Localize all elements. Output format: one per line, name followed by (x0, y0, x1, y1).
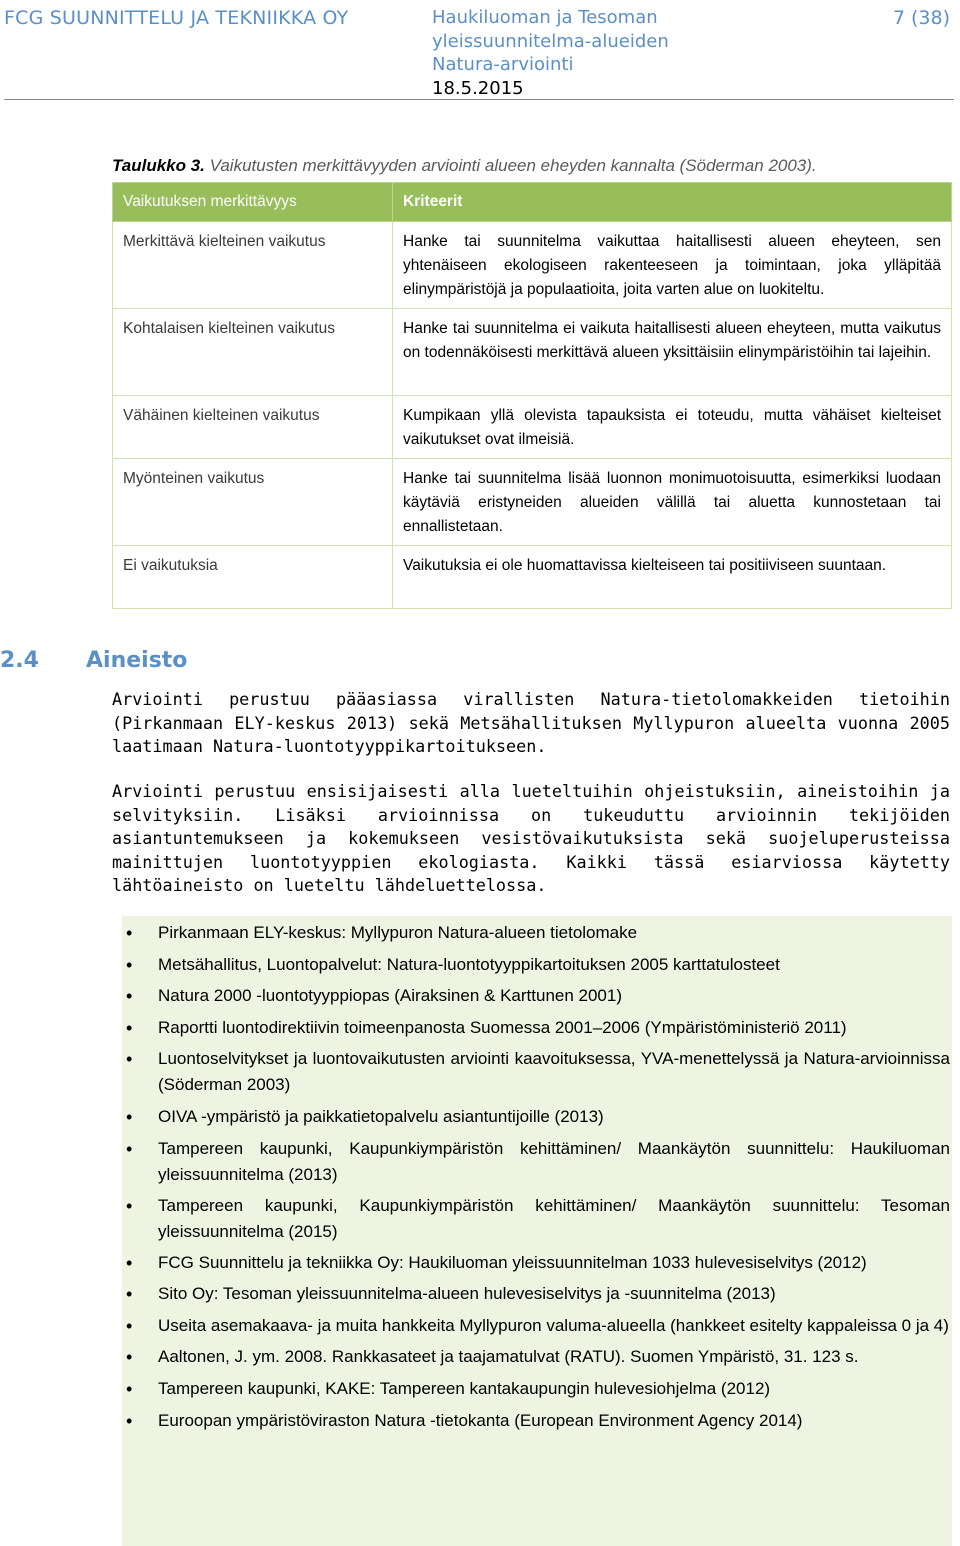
impact-cell: Myönteinen vaikutus (113, 459, 393, 546)
impact-cell: Merkittävä kielteinen vaikutus (113, 222, 393, 309)
col-header-impact: Vaikutuksen merkittävyys (113, 183, 393, 222)
table-caption (112, 156, 817, 176)
company-name: FCG SUUNNITTELU JA TEKNIIKKA OY (4, 7, 349, 29)
body-paragraph-2: Arviointi perustuu ensisijaisesti alla lueteltuihin ohjeistuksiin, aineistoihin ja selvityksiin. Lisäksi arvioinnissa on tukeuduttu arvioinnin tekijöiden asiantuntemukseen ja kokemukseen vesistövaikutuksista sekä suojeluperusteissa mainittujen luontotyyppien ekologiasta. Kaikki tässä esiarviossa käytetty lähtöaineisto on lueteltu lähdeluettelossa. (112, 781, 950, 895)
impact-criteria-table (112, 182, 952, 609)
list-item: • Sito Oy: Tesoman yleissuunnitelma-alueen hulevesiselvitys ja -suunnitelma (2013) (122, 1281, 952, 1307)
criteria-cell: Hanke tai suunnitelma lisää luonnon monimuotoisuutta, esimerkiksi luodaan käytäviä eristyneiden alueiden välillä tai aluetta kunnostetaan tai ennallistetaan. (393, 459, 952, 546)
section-number: 2.4 (0, 648, 39, 673)
list-item: • Natura 2000 -luontotyyppiopas (Airaksinen & Karttunen 2001) (122, 983, 952, 1009)
source-list (122, 920, 952, 1434)
list-item: • Tampereen kaupunki, Kaupunkiympäristön kehittäminen/ Maankäytön suunnittelu: Tesoman yleissuunnitelma (2015) (122, 1193, 952, 1245)
header-divider (4, 99, 954, 100)
table-row (113, 459, 952, 546)
table-caption-label: Taulukko 3. (112, 156, 205, 175)
section-title: Aineisto (86, 648, 188, 673)
list-item: • Pirkanmaan ELY-keskus: Myllypuron Natura-alueen tietolomake (122, 920, 952, 946)
source-list-box (122, 916, 952, 1546)
criteria-cell: Hanke tai suunnitelma ei vaikuta haitallisesti alueen eheyteen, mutta vaikutus on todennäköisesti merkittävä alueen yksittäisiin elinympäristöihin tai lajeihin. (393, 309, 952, 396)
list-item: • Aaltonen, J. ym. 2008. Rankkasateet ja taajamatulvat (RATU). Suomen Ympäristö, 31. 123 s. (122, 1344, 952, 1370)
title-line-2: yleissuunnitelma-alueiden (432, 30, 669, 52)
list-item: • Raportti luontodirektiivin toimeenpanosta Suomessa 2001–2006 (Ympäristöministeriö 2011) (122, 1015, 952, 1041)
list-item: • Euroopan ympäristöviraston Natura -tietokanta (European Environment Agency 2014) (122, 1408, 952, 1434)
table-caption-text: Vaikutusten merkittävyyden arviointi alueen eheyden kannalta (Söderman 2003). (204, 156, 817, 175)
document-date: 18.5.2015 (432, 77, 524, 99)
impact-cell: Kohtalaisen kielteinen vaikutus (113, 309, 393, 396)
title-line-3: Natura-arviointi (432, 54, 574, 75)
page-header (0, 0, 960, 100)
list-item: • Tampereen kaupunki, Kaupunkiympäristön kehittäminen/ Maankäytön suunnittelu: Haukiluoman yleissuunnitelma (2013) (122, 1136, 952, 1188)
title-line-1: Haukiluoman ja Tesoman (432, 7, 658, 28)
impact-cell: Vähäinen kielteinen vaikutus (113, 396, 393, 459)
impact-cell: Ei vaikutuksia (113, 546, 393, 609)
section-heading (0, 648, 188, 673)
list-item: • Luontoselvitykset ja luontovaikutusten arviointi kaavoituksessa, YVA-menettelyssä ja Natura-arvioinnissa (Söderman 2003) (122, 1046, 952, 1098)
criteria-cell: Kumpikaan yllä olevista tapauksista ei toteudu, mutta vähäiset kielteiset vaikutukset ovat ilmeisiä. (393, 396, 952, 459)
document-title (432, 6, 669, 100)
page-number: 7 (38) (892, 7, 950, 29)
list-item: • OIVA -ympäristö ja paikkatietopalvelu asiantuntijoille (2013) (122, 1104, 952, 1130)
table-row (113, 222, 952, 309)
list-item: • Tampereen kaupunki, KAKE: Tampereen kantakaupungin hulevesiohjelma (2012) (122, 1376, 952, 1402)
list-item: • Useita asemakaava- ja muita hankkeita Myllypuron valuma-alueella (hankkeet esitelty kappaleissa 0 ja 4) (122, 1313, 952, 1339)
table-row (113, 309, 952, 396)
list-item: • FCG Suunnittelu ja tekniikka Oy: Haukiluoman yleissuunnitelman 1033 hulevesiselvitys (2012) (122, 1250, 952, 1276)
body-paragraph-1: Arviointi perustuu pääasiassa virallisten Natura-tietolomakkeiden tietoihin (Pirkanmaan ELY-keskus 2013) sekä Metsähallituksen Myllypuron alueelta vuonna 2005 laatimaan Natura-luontotyyppikartoitukseen. (112, 689, 950, 756)
list-item: • Metsähallitus, Luontopalvelut: Natura-luontotyyppikartoituksen 2005 karttatulosteet (122, 952, 952, 978)
table-header-row (113, 183, 952, 222)
col-header-criteria: Kriteerit (393, 183, 952, 222)
table-row (113, 546, 952, 609)
table-row (113, 396, 952, 459)
criteria-cell: Vaikutuksia ei ole huomattavissa kielteiseen tai positiiviseen suuntaan. (393, 546, 952, 609)
criteria-cell: Hanke tai suunnitelma vaikuttaa haitallisesti alueen eheyteen, sen yhtenäiseen ekologiseen rakenteeseen ja toimintaan, joka ylläpitää elinympäristöjä ja populaatioita, joita varten alue on luokiteltu. (393, 222, 952, 309)
